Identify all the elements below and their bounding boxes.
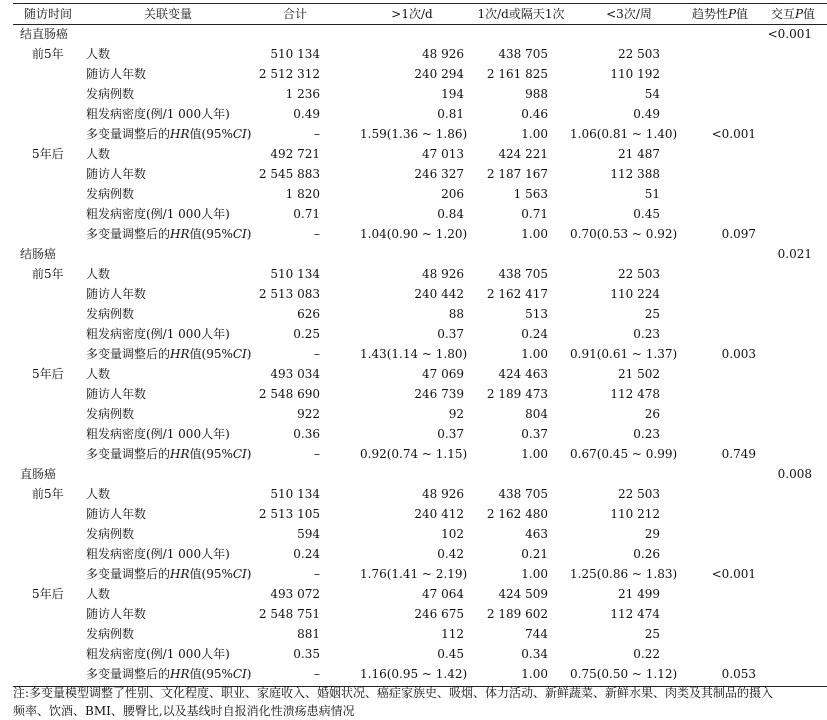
gt1-per-day-value: 246 739 <box>414 387 464 401</box>
total-value: 1 236 <box>285 87 320 101</box>
variable-label: 发病例数 <box>86 627 135 641</box>
variable-label: 人数 <box>86 47 111 61</box>
lt3-per-week-value: 0.75(0.50 ~ 1.12) <box>570 667 678 681</box>
daily-or-alternate-value: 804 <box>525 407 548 421</box>
trend-p-value: 0.749 <box>721 447 756 461</box>
gt1-per-day-value: 194 <box>441 87 464 101</box>
variable-label: 多变量调整后的HR值(95%CI) <box>86 567 252 581</box>
lt3-per-week-value: 110 224 <box>610 287 660 301</box>
column-header: <3次/周 <box>606 7 652 21</box>
gt1-per-day-value: 0.37 <box>437 327 464 341</box>
variable-label: 随访人年数 <box>86 287 147 301</box>
daily-or-alternate-value: 0.21 <box>521 547 548 561</box>
daily-or-alternate-value: 2 187 167 <box>486 167 548 181</box>
total-value: 510 134 <box>270 47 320 61</box>
column-header: 随访时间 <box>23 7 72 21</box>
lt3-per-week-value: 0.23 <box>633 327 660 341</box>
period-label: 前5年 <box>32 267 64 281</box>
period-label: 前5年 <box>32 47 64 61</box>
total-value: – <box>314 227 320 241</box>
daily-or-alternate-value: 0.46 <box>521 107 548 121</box>
total-value: 492 721 <box>270 147 320 161</box>
variable-label: 多变量调整后的HR值(95%CI) <box>86 227 252 241</box>
interaction-p-value: 0.008 <box>777 467 812 481</box>
variable-label: 粗发病密度(例/1 000人年) <box>86 547 230 561</box>
daily-or-alternate-value: 513 <box>525 307 548 321</box>
gt1-per-day-value: 0.37 <box>437 427 464 441</box>
lt3-per-week-value: 1.06(0.81 ~ 1.40) <box>570 127 678 141</box>
header-rule <box>13 24 827 25</box>
gt1-per-day-value: 48 926 <box>422 267 464 281</box>
gt1-per-day-value: 0.45 <box>437 647 464 661</box>
lt3-per-week-value: 51 <box>644 187 660 201</box>
gt1-per-day-value: 240 442 <box>414 287 464 301</box>
total-value: 922 <box>297 407 320 421</box>
total-value: 510 134 <box>270 487 320 501</box>
lt3-per-week-value: 0.23 <box>633 427 660 441</box>
gt1-per-day-value: 102 <box>441 527 464 541</box>
total-value: 2 512 312 <box>258 67 320 81</box>
gt1-per-day-value: 1.04(0.90 ~ 1.20) <box>360 227 468 241</box>
lt3-per-week-value: 0.22 <box>633 647 660 661</box>
variable-label: 发病例数 <box>86 187 135 201</box>
lt3-per-week-value: 0.91(0.61 ~ 1.37) <box>570 347 678 361</box>
total-value: 2 513 083 <box>258 287 320 301</box>
trend-p-value: <0.001 <box>711 567 756 581</box>
total-value: 1 820 <box>285 187 320 201</box>
lt3-per-week-value: 0.49 <box>633 107 660 121</box>
lt3-per-week-value: 112 478 <box>610 387 660 401</box>
gt1-per-day-value: 206 <box>441 187 464 201</box>
interaction-p-value: <0.001 <box>767 27 812 41</box>
total-value: 0.35 <box>293 647 320 661</box>
lt3-per-week-value: 22 503 <box>618 487 660 501</box>
variable-label: 发病例数 <box>86 527 135 541</box>
daily-or-alternate-value: 744 <box>525 627 548 641</box>
lt3-per-week-value: 54 <box>644 87 660 101</box>
gt1-per-day-value: 92 <box>448 407 464 421</box>
variable-label: 粗发病密度(例/1 000人年) <box>86 107 230 121</box>
daily-or-alternate-value: 2 162 480 <box>486 507 548 521</box>
variable-label: 人数 <box>86 587 111 601</box>
daily-or-alternate-value: 424 463 <box>498 367 548 381</box>
variable-label: 人数 <box>86 367 111 381</box>
daily-or-alternate-value: 1.00 <box>521 227 548 241</box>
period-label: 5年后 <box>32 147 64 161</box>
variable-label: 随访人年数 <box>86 507 147 521</box>
daily-or-alternate-value: 0.37 <box>521 427 548 441</box>
total-value: 0.25 <box>293 327 320 341</box>
variable-label: 随访人年数 <box>86 607 147 621</box>
daily-or-alternate-value: 0.24 <box>521 327 548 341</box>
interaction-p-value: 0.021 <box>777 247 812 261</box>
lt3-per-week-value: 0.45 <box>633 207 660 221</box>
period-label: 5年后 <box>32 587 64 601</box>
total-value: 626 <box>297 307 320 321</box>
lt3-per-week-value: 112 474 <box>610 607 660 621</box>
variable-label: 粗发病密度(例/1 000人年) <box>86 647 230 661</box>
gt1-per-day-value: 48 926 <box>422 47 464 61</box>
total-value: – <box>314 667 320 681</box>
total-value: 0.24 <box>293 547 320 561</box>
lt3-per-week-value: 21 487 <box>618 147 660 161</box>
variable-label: 粗发病密度(例/1 000人年) <box>86 427 230 441</box>
lt3-per-week-value: 110 192 <box>610 67 660 81</box>
daily-or-alternate-value: 2 162 417 <box>486 287 548 301</box>
gt1-per-day-value: 47 064 <box>422 587 464 601</box>
lt3-per-week-value: 21 499 <box>618 587 660 601</box>
variable-label: 发病例数 <box>86 87 135 101</box>
total-value: 493 034 <box>270 367 320 381</box>
daily-or-alternate-value: 2 189 602 <box>486 607 548 621</box>
column-header: 交互P值 <box>770 7 816 21</box>
total-value: 0.36 <box>293 427 320 441</box>
column-header: >1次/d <box>391 7 433 21</box>
variable-label: 多变量调整后的HR值(95%CI) <box>86 447 252 461</box>
variable-label: 随访人年数 <box>86 167 147 181</box>
period-label: 5年后 <box>32 367 64 381</box>
daily-or-alternate-value: 424 221 <box>498 147 548 161</box>
column-header: 关联变量 <box>143 7 192 21</box>
lt3-per-week-value: 26 <box>644 407 660 421</box>
gt1-per-day-value: 1.59(1.36 ~ 1.86) <box>360 127 468 141</box>
daily-or-alternate-value: 2 161 825 <box>486 67 548 81</box>
lt3-per-week-value: 25 <box>644 307 660 321</box>
total-value: 510 134 <box>270 267 320 281</box>
variable-label: 多变量调整后的HR值(95%CI) <box>86 127 252 141</box>
gt1-per-day-value: 0.42 <box>437 547 464 561</box>
gt1-per-day-value: 48 926 <box>422 487 464 501</box>
total-value: – <box>314 567 320 581</box>
gt1-per-day-value: 112 <box>441 627 464 641</box>
column-header: 合计 <box>282 7 307 21</box>
daily-or-alternate-value: 1.00 <box>521 567 548 581</box>
total-value: 2 513 105 <box>258 507 320 521</box>
total-value: 2 548 751 <box>258 607 320 621</box>
gt1-per-day-value: 0.84 <box>437 207 464 221</box>
daily-or-alternate-value: 1.00 <box>521 127 548 141</box>
gt1-per-day-value: 1.76(1.41 ~ 2.19) <box>360 567 468 581</box>
gt1-per-day-value: 47 069 <box>422 367 464 381</box>
group-label: 直肠癌 <box>20 467 57 481</box>
lt3-per-week-value: 1.25(0.86 ~ 1.83) <box>570 567 678 581</box>
variable-label: 多变量调整后的HR值(95%CI) <box>86 667 252 681</box>
total-value: 881 <box>297 627 320 641</box>
lt3-per-week-value: 22 503 <box>618 267 660 281</box>
gt1-per-day-value: 47 013 <box>422 147 464 161</box>
daily-or-alternate-value: 988 <box>525 87 548 101</box>
gt1-per-day-value: 1.16(0.95 ~ 1.42) <box>360 667 468 681</box>
group-label: 结直肠癌 <box>20 27 69 41</box>
total-value: 493 072 <box>270 587 320 601</box>
total-value: 2 545 883 <box>258 167 320 181</box>
trend-p-value: 0.097 <box>721 227 756 241</box>
footnote-line-2: 频率、饮酒、BMI、腰臀比,以及基线时自报消化性溃疡患病情况 <box>13 704 355 718</box>
trend-p-value: 0.053 <box>721 667 756 681</box>
daily-or-alternate-value: 1.00 <box>521 447 548 461</box>
lt3-per-week-value: 29 <box>644 527 660 541</box>
gt1-per-day-value: 240 294 <box>414 67 464 81</box>
trend-p-value: <0.001 <box>711 127 756 141</box>
variable-label: 随访人年数 <box>86 67 147 81</box>
total-value: – <box>314 347 320 361</box>
lt3-per-week-value: 25 <box>644 627 660 641</box>
variable-label: 人数 <box>86 147 111 161</box>
variable-label: 随访人年数 <box>86 387 147 401</box>
column-header: 趋势性P值 <box>691 7 749 21</box>
daily-or-alternate-value: 1.00 <box>521 667 548 681</box>
daily-or-alternate-value: 438 705 <box>498 267 548 281</box>
lt3-per-week-value: 22 503 <box>618 47 660 61</box>
daily-or-alternate-value: 438 705 <box>498 47 548 61</box>
gt1-per-day-value: 240 412 <box>414 507 464 521</box>
lt3-per-week-value: 0.26 <box>633 547 660 561</box>
lt3-per-week-value: 110 212 <box>610 507 660 521</box>
daily-or-alternate-value: 2 189 473 <box>486 387 548 401</box>
variable-label: 粗发病密度(例/1 000人年) <box>86 327 230 341</box>
total-value: 0.49 <box>293 107 320 121</box>
daily-or-alternate-value: 424 509 <box>498 587 548 601</box>
total-value: 2 548 690 <box>258 387 320 401</box>
total-value: 594 <box>297 527 320 541</box>
gt1-per-day-value: 246 675 <box>414 607 464 621</box>
gt1-per-day-value: 0.81 <box>437 107 464 121</box>
daily-or-alternate-value: 438 705 <box>498 487 548 501</box>
gt1-per-day-value: 88 <box>448 307 464 321</box>
total-value: – <box>314 447 320 461</box>
variable-label: 多变量调整后的HR值(95%CI) <box>86 347 252 361</box>
column-header: 1次/d或隔天1次 <box>477 7 565 21</box>
total-value: – <box>314 127 320 141</box>
variable-label: 粗发病密度(例/1 000人年) <box>86 207 230 221</box>
daily-or-alternate-value: 0.34 <box>521 647 548 661</box>
table-footnote <box>13 684 825 720</box>
lt3-per-week-value: 0.67(0.45 ~ 0.99) <box>570 447 678 461</box>
lt3-per-week-value: 112 388 <box>610 167 660 181</box>
variable-label: 发病例数 <box>86 307 135 321</box>
total-value: 0.71 <box>293 207 320 221</box>
daily-or-alternate-value: 1 563 <box>513 187 548 201</box>
variable-label: 人数 <box>86 267 111 281</box>
gt1-per-day-value: 1.43(1.14 ~ 1.80) <box>360 347 468 361</box>
trend-p-value: 0.003 <box>721 347 756 361</box>
period-label: 前5年 <box>32 487 64 501</box>
gt1-per-day-value: 246 327 <box>414 167 464 181</box>
lt3-per-week-value: 21 502 <box>618 367 660 381</box>
variable-label: 发病例数 <box>86 407 135 421</box>
footnote-line-1: 注:多变量模型调整了性别、文化程度、职业、家庭收入、婚姻状况、癌症家族史、吸烟、体力活动、新鲜蔬菜、新鲜水果、肉类及其制品的摄入 <box>13 686 774 700</box>
lt3-per-week-value: 0.70(0.53 ~ 0.92) <box>570 227 678 241</box>
gt1-per-day-value: 0.92(0.74 ~ 1.15) <box>360 447 468 461</box>
daily-or-alternate-value: 0.71 <box>521 207 548 221</box>
variable-label: 人数 <box>86 487 111 501</box>
group-label: 结肠癌 <box>20 247 57 261</box>
daily-or-alternate-value: 463 <box>525 527 548 541</box>
daily-or-alternate-value: 1.00 <box>521 347 548 361</box>
